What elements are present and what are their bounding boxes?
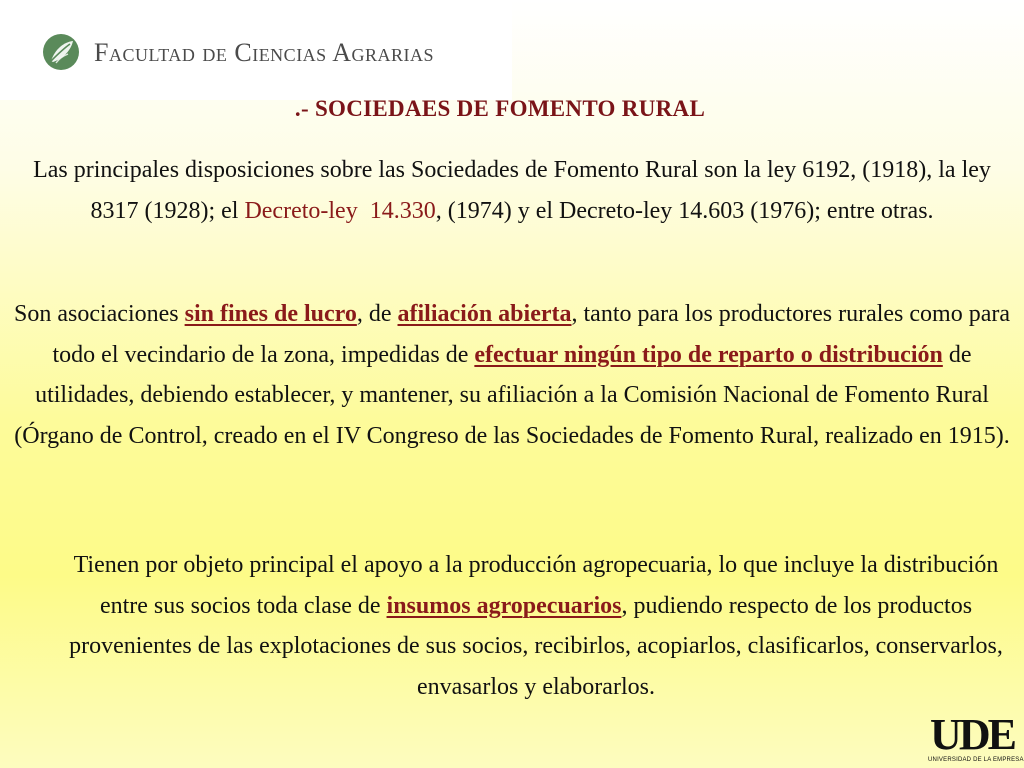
- ude-logo-subtitle: UNIVERSIDAD DE LA EMPRESA: [928, 757, 1024, 763]
- faculty-name: Facultad de Ciencias Agrarias: [94, 38, 435, 67]
- paragraph-2-text-d: de utilidades, debiendo establecer, y mantener, su afiliación a la Comisión Nacional de Fomento Rural (Órgano de Control, creado en el IV Congreso de las Sociedades de Fomento Rural, realizado en 1915).: [14, 341, 1010, 449]
- link-afiliacion-abierta[interactable]: afiliación abierta: [397, 301, 572, 327]
- link-sin-fines-de-lucro[interactable]: sin fines de lucro: [184, 301, 357, 327]
- ude-logo-text: UDE: [930, 710, 1014, 759]
- header: [0, 0, 512, 100]
- ude-logo: [928, 710, 1024, 766]
- slide-title: .- SOCIEDAES DE FOMENTO RURAL: [294, 96, 706, 121]
- link-efectuar-reparto[interactable]: efectuar ningún tipo de reparto o distribución: [474, 341, 943, 368]
- paragraph-1: [12, 150, 1012, 231]
- paragraph-2: [8, 294, 1016, 456]
- decreto-ley-highlight: Decreto-ley 14.330: [244, 197, 436, 224]
- paragraph-1-text-b: , (1974) y el Decreto-ley 14.603 (1976); entre otras.: [435, 197, 934, 224]
- paragraph-2-text-b: , de: [356, 301, 398, 327]
- paragraph-2-text-c: , tanto para los productores rurales como para todo el vecindario de la zona, impedidas de: [52, 301, 1011, 368]
- paragraph-2-text-a: Son asociaciones: [13, 301, 185, 327]
- paragraph-3-text-b: , pudiendo respecto de los productos provenientes de las explotaciones de sus socios, recibirlos, acopiarlos, clasificarlos, conservarlos, envasarlos y elaborarlos.: [69, 592, 1003, 700]
- paragraph-3: [58, 545, 1014, 707]
- paragraph-3-text-a: Tienen por objeto principal el apoyo a la producción agropecuaria, lo que incluye la distribución entre sus socios toda clase de: [73, 552, 999, 619]
- paragraph-1-text-a: Las principales disposiciones sobre las Sociedades de Fomento Rural son la ley 6192, (1918), la ley 8317 (1928); el: [33, 157, 991, 224]
- link-insumos-agropecuarios[interactable]: insumos agropecuarios: [386, 592, 622, 619]
- leaf-icon: [42, 33, 80, 71]
